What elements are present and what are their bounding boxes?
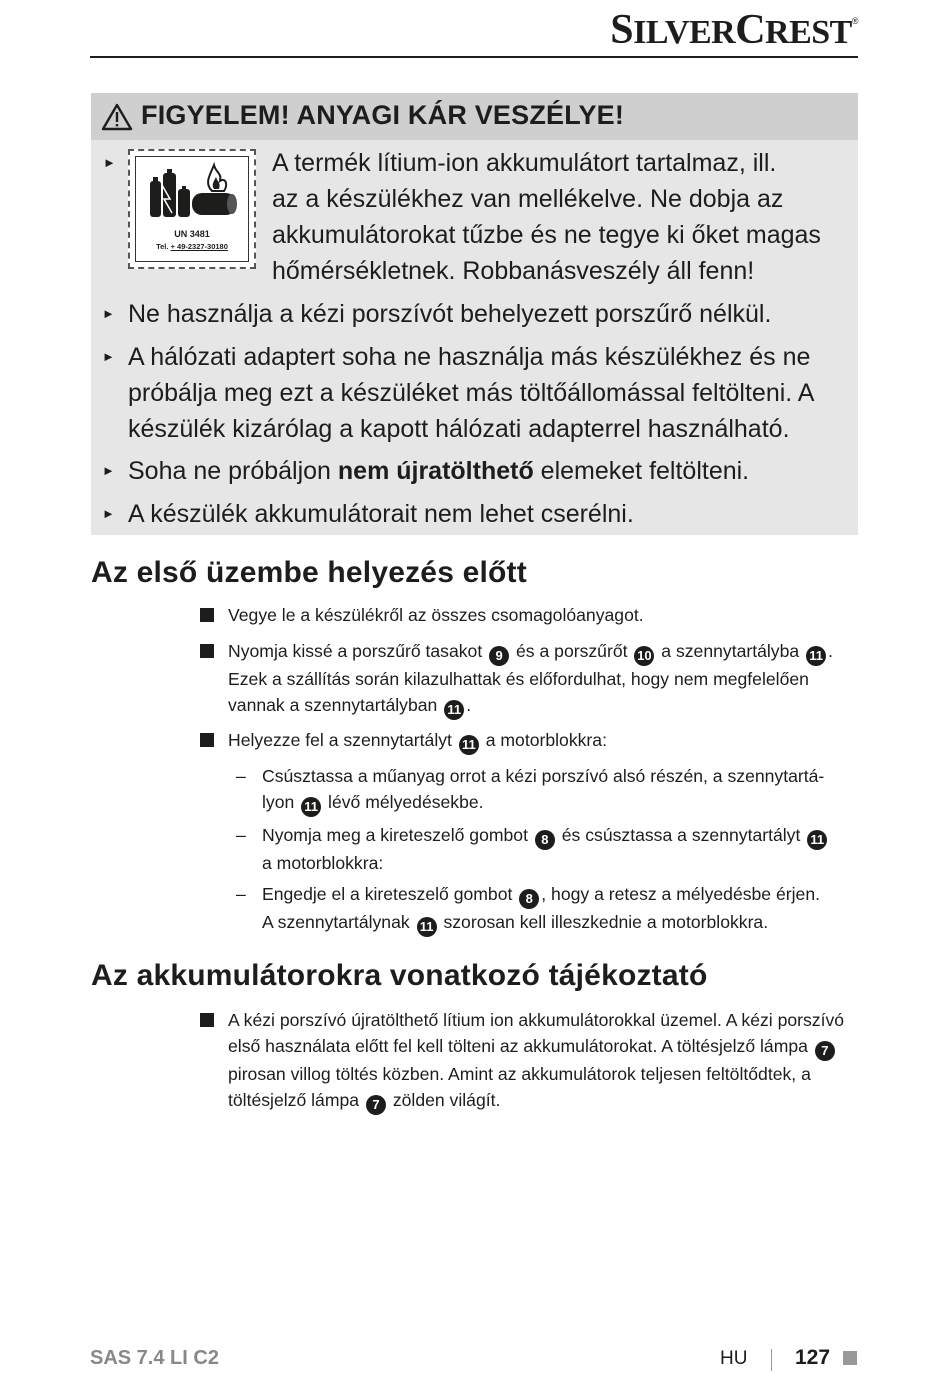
warning-item-5: [102, 496, 858, 532]
text-part: a motorblokkra:: [480, 730, 607, 750]
text-part: lyon: [262, 792, 300, 812]
battery-label-tel: [130, 242, 254, 251]
warning-triangle-icon: [101, 103, 133, 131]
text-part: Engedje el a kireteszelő gombot: [262, 884, 518, 904]
callout-number: 11: [807, 830, 827, 850]
text-part: Helyezze fel a szennytartályt: [228, 730, 457, 750]
text-part: Soha ne próbáljon: [128, 457, 338, 485]
text-part: a szennytartályba: [656, 641, 805, 661]
callout-number: 11: [806, 646, 826, 666]
footer-square-icon: [843, 1351, 857, 1365]
warning-title: FIGYELEM! ANYAGI KÁR VESZÉLYE!: [141, 100, 625, 130]
brand-logo: [610, 6, 858, 54]
warning-item-4: [102, 453, 858, 489]
list-item: [228, 1007, 860, 1115]
text-line: Ezek a szállítás során kilazulhattak és előfordulhat, hogy nem megfelelően: [228, 669, 809, 689]
warning-item-3: [102, 339, 858, 447]
callout-number: 10: [634, 646, 654, 666]
text-line: Vegye le a készülékről az összes csomagolóanyagot.: [228, 605, 644, 625]
footer-divider: [771, 1349, 772, 1371]
header-rule: [90, 56, 858, 58]
callout-number: 11: [459, 735, 479, 755]
page-number: 127: [795, 1346, 831, 1369]
footer-model: SAS 7.4 LI C2: [90, 1347, 219, 1369]
text-line: próbálja meg ezt a készüléket más töltőállomással feltölteni. A: [128, 379, 815, 407]
warning-item-2: [102, 296, 858, 332]
list-item: [228, 727, 860, 755]
text-line: készülék kizárólag a kapott hálózati adapterrel használható.: [128, 415, 790, 443]
square-bullet-icon: [200, 733, 214, 747]
tel-prefix: Tel.: [156, 242, 169, 251]
text-line: Ne használja a kézi porszívót behelyezett porszűrő nélkül.: [128, 300, 772, 328]
text-part: szorosan kell illeszkednie a motorblokkra.: [438, 912, 769, 932]
logo-letter: S: [610, 7, 634, 53]
text-line: akkumulátorokat tűzbe és ne tegye ki őket magas: [272, 221, 821, 249]
text-line: A készülék akkumulátorait nem lehet cserélni.: [128, 500, 634, 528]
battery-fire-icon: [144, 159, 244, 229]
text-line: Csúsztassa a műanyag orrot a kézi porszívó alsó részén, a szennytartá-: [262, 766, 825, 786]
text-line: pirosan villog töltés közben. Amint az akkumulátorok teljesen feltöltődtek, a: [228, 1064, 811, 1084]
footer-language: HU: [720, 1348, 748, 1369]
text-part: .: [828, 641, 833, 661]
text-part: , hogy a retesz a mélyedésbe érjen.: [541, 884, 820, 904]
section-heading: Az akkumulátorokra vonatkozó tájékoztató: [91, 959, 708, 992]
text-part: lévő mélyedésekbe.: [323, 792, 484, 812]
text-part: A szennytartálynak: [262, 912, 415, 932]
emphasis-text: nem újratölthető: [337, 457, 534, 485]
text-part: Nyomja meg a kireteszelő gombot: [262, 825, 533, 845]
warning-box: [91, 93, 858, 535]
square-bullet-icon: [200, 608, 214, 622]
tel-number: + 49-2327-30180: [170, 242, 228, 251]
callout-number: 7: [815, 1041, 835, 1061]
sub-list-item: [236, 881, 860, 937]
bullet-arrow-icon: ►: [102, 349, 115, 364]
sub-list-item: [236, 822, 860, 876]
logo-text: ILVER: [633, 14, 736, 51]
warning-title-bar: [91, 93, 858, 140]
text-part: elemeket feltölteni.: [533, 457, 750, 485]
dash-bullet: –: [236, 766, 246, 786]
bullet-arrow-icon: ►: [102, 306, 115, 321]
text-part: és a porszűrőt: [511, 641, 633, 661]
text-line: A termék lítium-ion akkumulátort tartalmaz, ill.: [272, 149, 777, 177]
battery-label-un: UN 3481: [174, 229, 210, 239]
square-bullet-icon: [200, 1013, 214, 1027]
text-part: vannak a szennytartályban: [228, 695, 443, 715]
text-part: első használata előtt fel kell tölteni az akkumulátorokat. A töltésjelző lámpa: [228, 1036, 813, 1056]
text-part: és csúsztassa a szennytartályt: [556, 825, 806, 845]
callout-number: 11: [444, 700, 464, 720]
registered-mark: ®: [851, 16, 858, 26]
square-bullet-icon: [200, 644, 214, 658]
bullet-arrow-icon: ►: [102, 463, 115, 478]
callout-number: 11: [417, 917, 437, 937]
text-part: töltésjelző lámpa: [228, 1090, 364, 1110]
logo-text: REST: [765, 14, 852, 51]
list-item: [228, 602, 860, 628]
text-line: A hálózati adaptert soha ne használja más készülékhez és ne: [128, 343, 811, 371]
dash-bullet: –: [236, 884, 246, 904]
text-line: a motorblokkra:: [262, 853, 384, 873]
text-line: az a készülékhez van mellékelve. Ne dobja az: [272, 185, 784, 213]
bullet-arrow-icon: ►: [103, 155, 116, 170]
bullet-arrow-icon: ►: [102, 506, 115, 521]
dash-bullet: –: [236, 825, 246, 845]
logo-letter: C: [735, 7, 766, 53]
callout-number: 8: [519, 889, 539, 909]
callout-number: 8: [535, 830, 555, 850]
text-line: A kézi porszívó újratölthető lítium ion akkumulátorokkal üzemel. A kézi porszívó: [228, 1010, 845, 1030]
battery-label-image: [128, 149, 256, 269]
list-item: [228, 638, 860, 720]
callout-number: 11: [301, 797, 321, 817]
callout-number: 9: [489, 646, 509, 666]
section-heading: Az első üzembe helyezés előtt: [91, 556, 527, 589]
sub-list-item: [236, 763, 860, 817]
text-part: .: [466, 695, 472, 715]
text-line: hőmérsékletnek. Robbanásveszély áll fenn!: [272, 257, 755, 285]
text-part: zölden világít.: [387, 1090, 501, 1110]
text-part: Nyomja kissé a porszűrő tasakot: [228, 641, 488, 661]
callout-number: 7: [366, 1095, 386, 1115]
